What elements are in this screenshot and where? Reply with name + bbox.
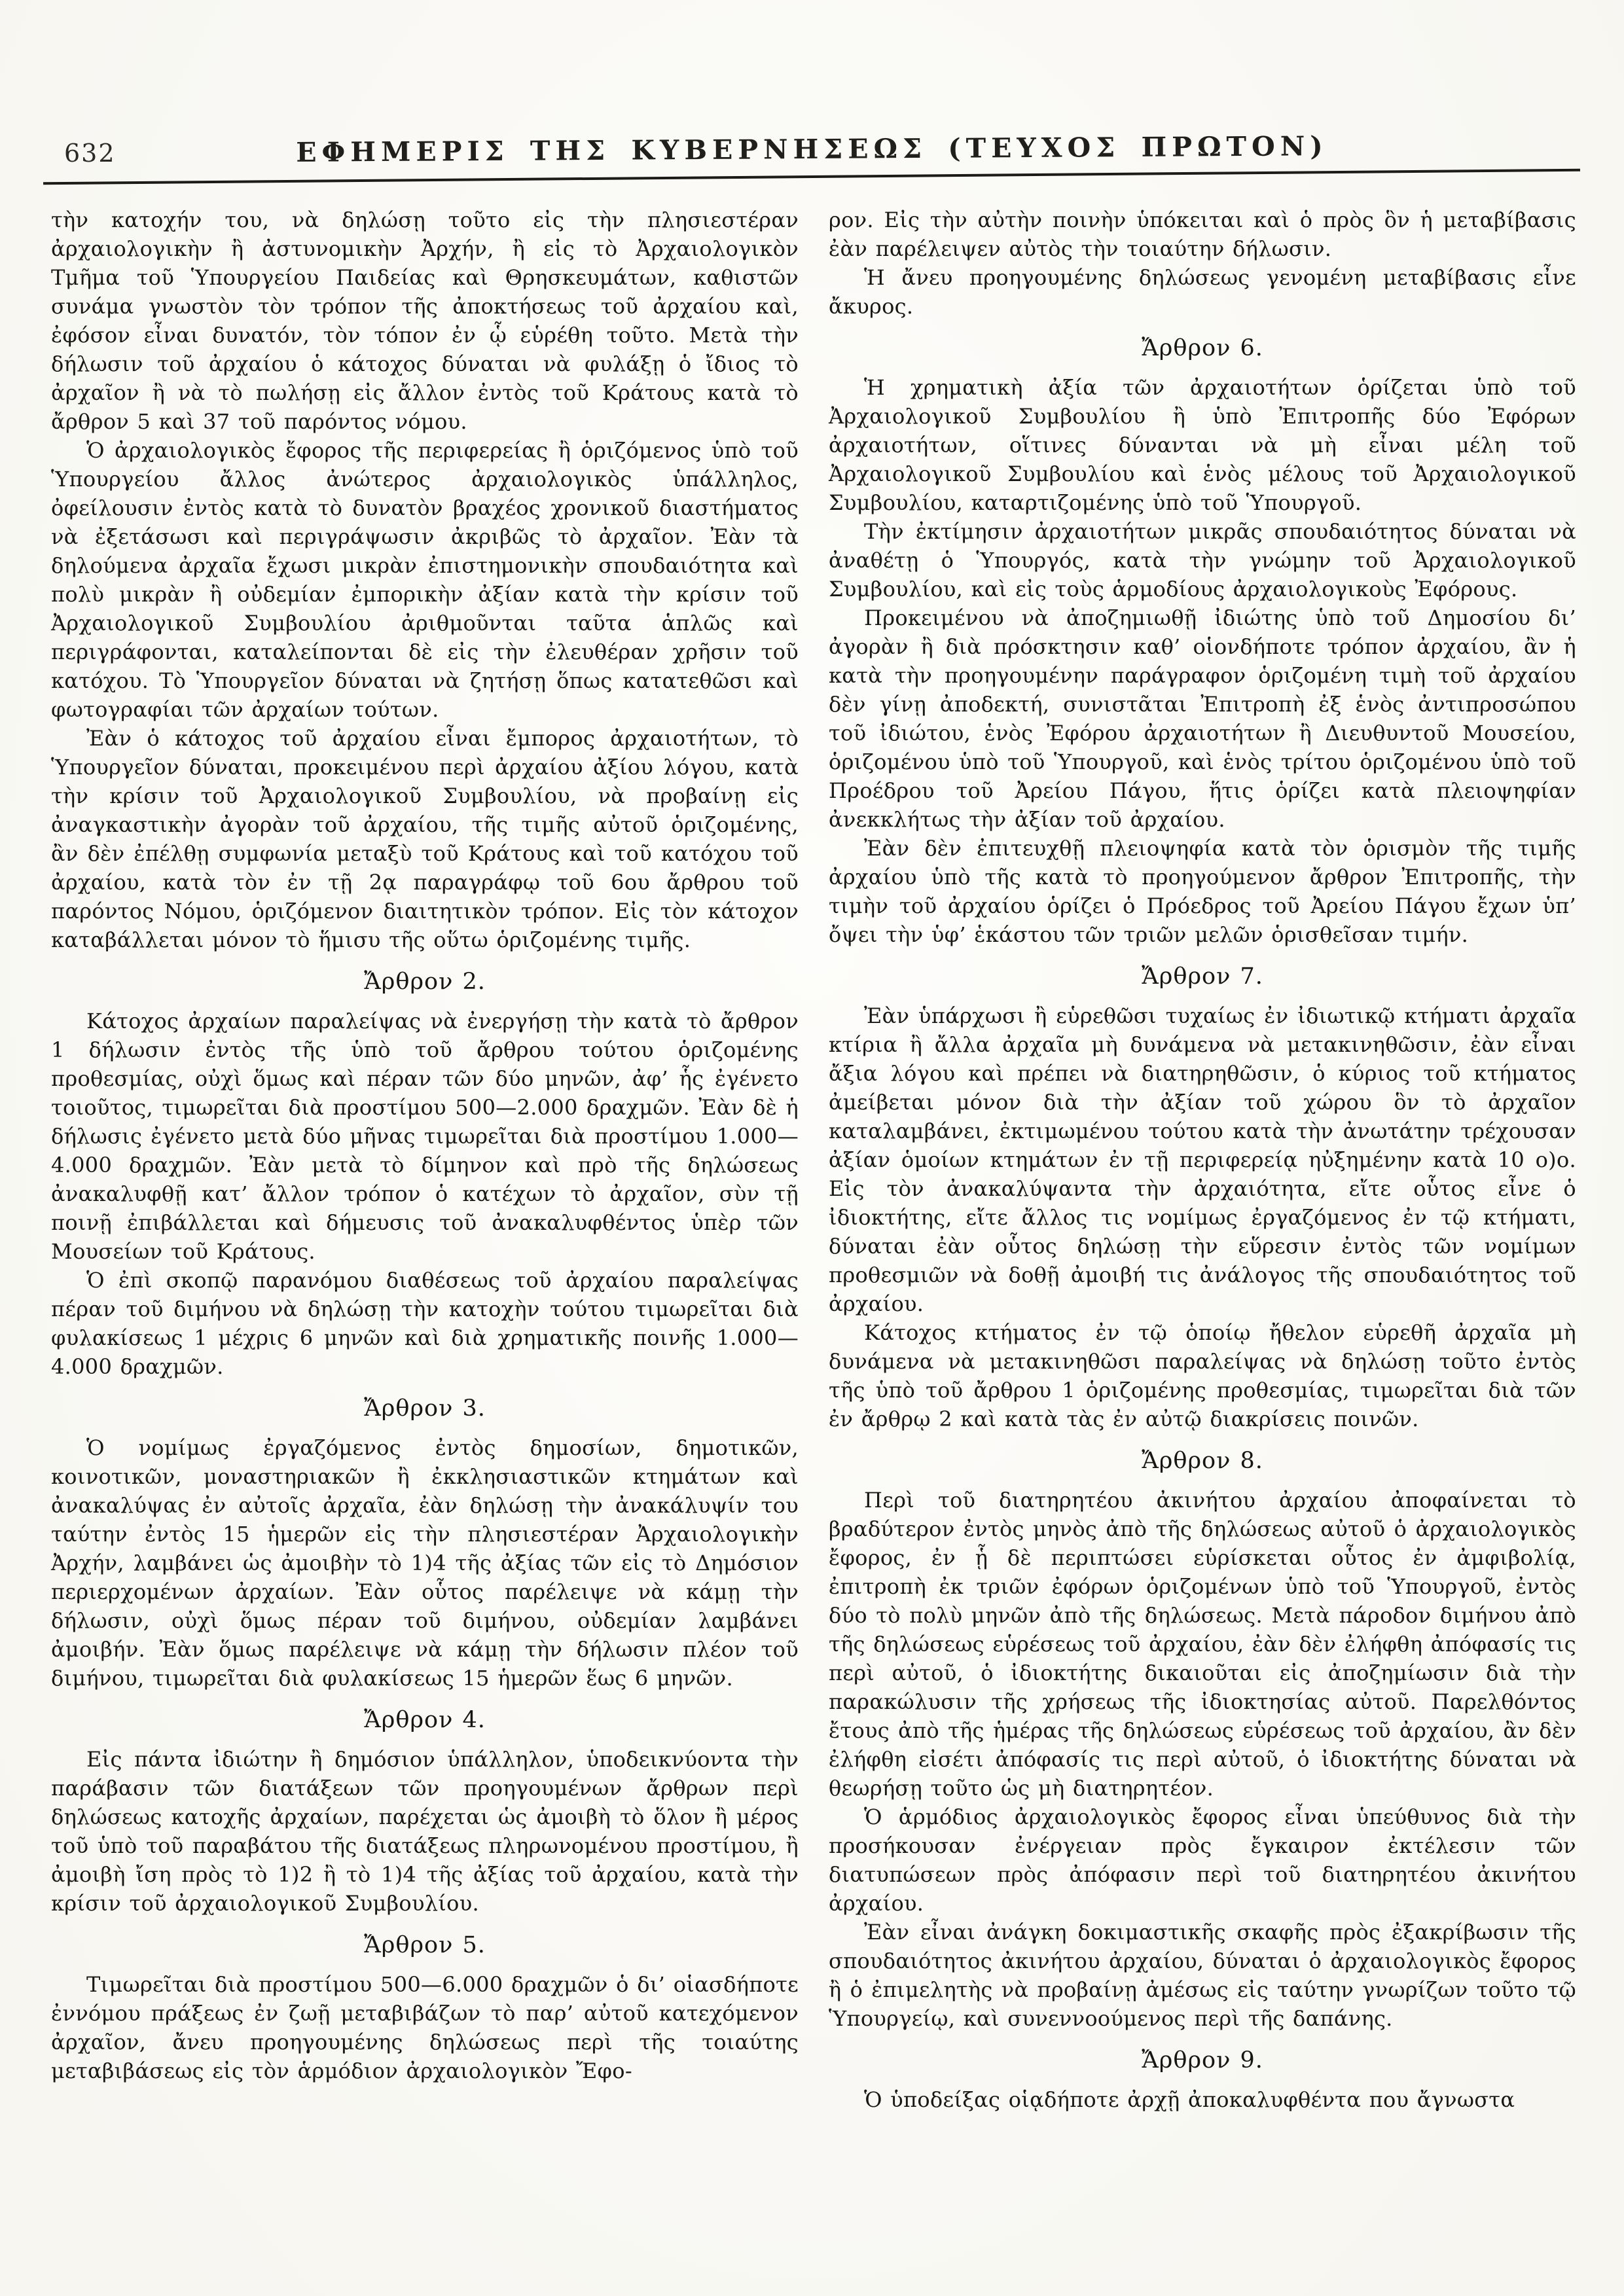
article-heading: Ἄρθρον 6. bbox=[1142, 335, 1263, 361]
article-heading: Ἄρθρον 5. bbox=[364, 1932, 486, 1958]
paragraph: Περὶ τοῦ διατηρητέου ἀκινήτου ἀρχαίου ἀποφαίνεται τὸ βραδύτερον ἐντὸς μηνὸς ἀπὸ τῆς δηλώσεως αὐτοῦ ὁ ἀρχαιολογικὸς ἔφορος, ἐν ᾗ δὲ περιπτώσει εὑρίσκεται οὗτος ἐν ἀμφιβολίᾳ, ἐπιτροπὴ ἐκ τριῶν ἐφόρων ὁριζομένων ὑπὸ τοῦ Ὑπουργοῦ, ἐντὸς δύο τὸ πολὺ μηνῶν ἀπὸ τῆς δηλώσεως. Μετὰ πάροδον διμήνου ἀπὸ τῆς δηλώσεως εὑρέσεως τοῦ ἀρχαίου, ἐὰν δὲν ἐλήφθη ἀπόφασίς τις περὶ αὐτοῦ, ὁ ἰδιοκτήτης δικαιοῦται εἰς ἀποζημίωσιν διὰ τὴν παρακώλυσιν τῆς χρήσεως τῆς ἰδιοκτησίας αὐτοῦ. Παρελθόντος ἔτους ἀπὸ τῆς ἡμέρας τῆς δηλώσεως εὑρέσεως τοῦ ἀρχαίου, ἂν δὲν ἐλήφθη εἰσέτι ἀπόφασίς τις περὶ αὐτοῦ, ὁ ἰδιοκτήτης δύναται νὰ θεωρήσῃ τοῦτο ὡς μὴ διατηρητέον. bbox=[829, 1488, 1576, 1801]
paragraph: Προκειμένου νὰ ἀποζημιωθῇ ἰδιώτης ὑπὸ τοῦ Δημοσίου δι’ ἀγορὰν ἢ διὰ πρόσκτησιν καθ’ οἱονδήποτε τρόπον ἀρχαίου, ἂν ἡ κατὰ τὴν προηγουμένην παράγραφον ὁριζομένη τιμὴ τοῦ ἀρχαίου δὲν γίνῃ ἀποδεκτή, συνιστᾶται Ἐπιτροπὴ ἐξ ἑνὸς ἀντιπροσώπου τοῦ ἰδιώτου, ἑνὸς Ἐφόρου ἀρχαιοτήτων ἢ Διευθυντοῦ Μουσείου, ὁριζομένου ὑπὸ τοῦ Ὑπουργοῦ, καὶ ἑνὸς τρίτου ὁριζομένου ὑπὸ τοῦ Προέδρου τοῦ Ἀρείου Πάγου, ἥτις ὁρίζει κατὰ πλειοψηφίαν ἀνεκκλήτως τὴν ἀξίαν τοῦ ἀρχαίου. bbox=[829, 605, 1576, 832]
paragraph: Κάτοχος ἀρχαίων παραλείψας νὰ ἐνεργήσῃ τὴν κατὰ τὸ ἄρθρον 1 δήλωσιν ἐντὸς τῆς ὑπὸ τοῦ ἄρθρου τούτου ὁριζομένης προθεσμίας, οὐχὶ ὅμως καὶ πέραν τῶν δύο μηνῶν, ἀφ’ ἧς ἐγένετο τοιοῦτος, τιμωρεῖται διὰ προστίμου 500—2.000 δραχμῶν. Ἐὰν δὲ ἡ δήλωσις ἐγένετο μετὰ δύο μῆνας τιμωρεῖται διὰ προστίμου 1.000—4.000 δραχμῶν. Ἐὰν μετὰ τὸ δίμηνον καὶ πρὸ τῆς δηλώσεως ἀνακαλυφθῇ κατ’ ἄλλον τρόπον ὁ κατέχων τὸ ἀρχαῖον, σὺν τῇ ποινῇ ἐπιβάλλεται καὶ δήμευσις τοῦ ἀνακαλυφθέντος ὑπὲρ τῶν Μουσείων τοῦ Κράτους. bbox=[51, 1009, 799, 1264]
header-divider bbox=[43, 169, 1580, 185]
article-heading: Ἄρθρον 9. bbox=[1142, 2047, 1263, 2073]
paragraph: Κάτοχος κτήματος ἐν τῷ ὁποίῳ ἤθελον εὑρεθῆ ἀρχαῖα μὴ δυνάμενα νὰ μετακινηθῶσι παραλείψας νὰ δηλώσῃ τοῦτο ἐντὸς τῆς ὑπὸ τοῦ ἄρθρου 1 ὁριζομένης προθεσμίας, τιμωρεῖται διὰ τῶν ἐν ἄρθρῳ 2 καὶ κατὰ τὰς ἐν αὐτῷ διακρίσεις ποινῶν. bbox=[829, 1320, 1576, 1431]
paragraph: τὴν κατοχήν του, νὰ δηλώσῃ τοῦτο εἰς τὴν πλησιεστέραν ἀρχαιολογικὴν ἢ ἀστυνομικὴν Ἀρχήν, ἢ εἰς τὸ Ἀρχαιολογικὸν Τμῆμα τοῦ Ὑπουργείου Παιδείας καὶ Θρησκευμάτων, καθιστῶν συνάμα γνωστὸν τὸν τρόπον τῆς ἀποκτήσεως τοῦ ἀρχαίου καὶ, ἐφόσον εἶναι δυνατόν, τὸν τόπον ἐν ᾧ εὑρέθη τοῦτο. Μετὰ τὴν δήλωσιν τοῦ ἀρχαίου ὁ κάτοχος δύναται νὰ φυλάξῃ ὁ ἴδιος τὸ ἀρχαῖον ἢ νὰ τὸ πωλήσῃ εἰς ἄλλον ἐντὸς τοῦ Κράτους κατὰ τὸ ἄρθρον 5 καὶ 37 τοῦ παρόντος νόμου. bbox=[51, 207, 799, 434]
article-heading: Ἄρθρον 7. bbox=[1142, 963, 1263, 990]
paragraph: Ὁ ἐπὶ σκοπῷ παρανόμου διαθέσεως τοῦ ἀρχαίου παραλείψας πέραν τοῦ διμήνου νὰ δηλώσῃ τὴν κατοχὴν τούτου τιμωρεῖται διὰ φυλακίσεως 1 μέχρις 6 μηνῶν καὶ διὰ χρηματικῆς ποινῆς 1.000—4.000 δραχμῶν. bbox=[51, 1268, 799, 1379]
text-columns bbox=[51, 206, 1576, 2114]
paragraph: Ἡ ἄνευ προηγουμένης δηλώσεως γενομένη μεταβίβασις εἶνε ἄκυρος. bbox=[829, 265, 1576, 319]
paragraph: Ὁ ὑποδείξας οἱᾳδήποτε ἀρχῇ ἀποκαλυφθέντα που ἄγνωστα bbox=[864, 2087, 1515, 2112]
article-heading: Ἄρθρον 4. bbox=[364, 1707, 486, 1733]
left-column bbox=[51, 206, 799, 2114]
article-heading: Ἄρθρον 8. bbox=[1142, 1448, 1263, 1474]
paragraph: Ἐὰν ὁ κάτοχος τοῦ ἀρχαίου εἶναι ἔμπορος ἀρχαιοτήτων, τὸ Ὑπουργεῖον δύναται, προκειμένου περὶ ἀρχαίου ἀξίου λόγου, κατὰ τὴν κρίσιν τοῦ Ἀρχαιολογικοῦ Συμβουλίου, νὰ προβαίνῃ εἰς ἀναγκαστικὴν ἀγορὰν τοῦ ἀρχαίου, τῆς τιμῆς αὐτοῦ ὁριζομένης, ἂν δὲν ἐπέλθῃ συμφωνία μεταξὺ τοῦ Κράτους καὶ τοῦ κατόχου τοῦ ἀρχαίου, κατὰ τὸν ἐν τῇ 2ᾳ παραγράφῳ τοῦ 6ου ἄρθρου τοῦ παρόντος Νόμου, ὁριζόμενον διαιτητικὸν τρόπον. Εἰς τὸν κάτοχον καταβάλλεται μόνον τὸ ἥμισυ τῆς οὕτω ὁριζομένης τιμῆς. bbox=[51, 726, 799, 952]
paragraph: Ὁ ἀρχαιολογικὸς ἔφορος τῆς περιφερείας ἢ ὁριζόμενος ὑπὸ τοῦ Ὑπουργείου ἄλλος ἀνώτερος ἀρχαιολογικὸς ὑπάλληλος, ὀφείλουσιν ἐντὸς κατὰ τὸ δυνατὸν βραχέος χρονικοῦ διαστήματος νὰ ἐξετάσωσι καὶ περιγράψωσιν ἀκριβῶς τὸ ἀρχαῖον. Ἐὰν τὰ δηλούμενα ἀρχαῖα ἔχωσι μικρὰν ἐπιστημονικὴν σπουδαιότητα καὶ πολὺ μικρὰν ἢ οὐδεμίαν ἐμπορικὴν ἀξίαν κατὰ τὴν κρίσιν τοῦ Ἀρχαιολογικοῦ Συμβουλίου ἀριθμοῦνται ταῦτα ἁπλῶς καὶ περιγράφονται, καταλείπονται δὲ εἰς τὴν ἐλευθέραν χρῆσιν τοῦ κατόχου. Τὸ Ὑπουργεῖον δύναται νὰ ζητήσῃ ὅπως κατατεθῶσι καὶ φωτογραφίαι τῶν ἀρχαίων τούτων. bbox=[51, 438, 799, 722]
article-heading: Ἄρθρον 3. bbox=[364, 1395, 486, 1422]
paragraph: Ἐὰν δὲν ἐπιτευχθῇ πλειοψηφία κατὰ τὸν ὁρισμὸν τῆς τιμῆς ἀρχαίου ὑπὸ τῆς κατὰ τὸ προηγούμενον ἄρθρον Ἐπιτροπῆς, τὴν τιμὴν τοῦ ἀρχαίου ὁρίζει ὁ Πρόεδρος τοῦ Ἀρείου Πάγου ἔχων ὑπ’ ὄψει τὴν ὑφ’ ἑκάστου τῶν τριῶν μελῶν ὁρισθεῖσαν τιμήν. bbox=[829, 836, 1576, 947]
page-title: ΕΦΗΜΕΡΙΣ ΤΗΣ ΚΥΒΕΡΝΗΣΕΩΣ (ΤΕΥΧΟΣ ΠΡΩΤΟΝ) bbox=[296, 130, 1328, 168]
paragraph: Ἡ χρηματικὴ ἀξία τῶν ἀρχαιοτήτων ὁρίζεται ὑπὸ τοῦ Ἀρχαιολογικοῦ Συμβουλίου ἢ ὑπὸ Ἐπιτροπῆς δύο Ἐφόρων ἀρχαιοτήτων, οἵτινες δύνανται νὰ μὴ εἶναι μέλη τοῦ Ἀρχαιολογικοῦ Συμβουλίου καὶ ἑνὸς μέλους τοῦ Ἀρχαιολογικοῦ Συμβουλίου, καταρτιζομένης ὑπὸ τοῦ Ὑπουργοῦ. bbox=[829, 375, 1576, 515]
paragraph: Ὁ νομίμως ἐργαζόμενος ἐντὸς δημοσίων, δημοτικῶν, κοινοτικῶν, μοναστηριακῶν ἢ ἐκκλησιαστικῶν κτημάτων καὶ ἀνακαλύψας ἐν αὐτοῖς ἀρχαῖα, ἐὰν δηλώσῃ τὴν ἀνακάλυψίν του ταύτην ἐντὸς 15 ἡμερῶν εἰς τὴν πλησιεστέραν Ἀρχαιολογικὴν Ἀρχήν, λαμβάνει ὡς ἀμοιβὴν τὸ 1)4 τῆς ἀξίας τῶν εἰς τὸ Δημόσιον περιερχομένων ἀρχαίων. Ἐὰν οὗτος παρέλειψε νὰ κάμῃ τὴν δήλωσιν, οὐχὶ ὅμως πέραν τοῦ διμήνου, οὐδεμίαν λαμβάνει ἀμοιβήν. Ἐὰν ὅμως παρέλειψε νὰ κάμῃ τὴν δήλωσιν πλέον τοῦ διμήνου, τιμωρεῖται διὰ φυλακίσεως 15 ἡμερῶν ἕως 6 μηνῶν. bbox=[51, 1435, 799, 1691]
paragraph: Τὴν ἐκτίμησιν ἀρχαιοτήτων μικρᾶς σπουδαιότητος δύναται νὰ ἀναθέτῃ ὁ Ὑπουργός, κατὰ τὴν γνώμην τοῦ Ἀρχαιολογικοῦ Συμβουλίου, καὶ εἰς τοὺς ἁρμοδίους ἀρχαιολογικοὺς Ἐφόρους. bbox=[829, 519, 1576, 601]
paragraph: Ὁ ἁρμόδιος ἀρχαιολογικὸς ἔφορος εἶναι ὑπεύθυνος διὰ τὴν προσήκουσαν ἐνέργειαν πρὸς ἔγκαιρον ἐκτέλεσιν τῶν διατυπώσεων πρὸς ἀπόφασιν περὶ τοῦ διατηρητέου ἀκινήτου ἀρχαίου. bbox=[829, 1804, 1576, 1916]
article-heading: Ἄρθρον 2. bbox=[364, 969, 486, 995]
paragraph: Ἐὰν ὑπάρχωσι ἢ εὑρεθῶσι τυχαίως ἐν ἰδιωτικῷ κτήματι ἀρχαῖα κτίρια ἢ ἄλλα ἀρχαῖα μὴ δυνάμενα νὰ μετακινηθῶσιν, ἐὰν εἶναι ἄξια λόγου καὶ πρέπει νὰ διατηρηθῶσιν, ὁ κύριος τοῦ κτήματος ἀμείβεται μόνον διὰ τὴν ἀξίαν τοῦ χώρου ὃν τὸ ἀρχαῖον καταλαμβάνει, ἐκτιμωμένου τούτου κατὰ τὴν ἀνωτάτην τρέχουσαν ἀξίαν ὁμοίων κτημάτων ἐν τῇ περιφερείᾳ ηὐξημένην κατὰ 10 ο)ο. Εἰς τὸν ἀνακαλύψαντα τὴν ἀρχαιότητα, εἴτε οὗτος εἶνε ὁ ἰδιοκτήτης, εἴτε ἄλλος τις νομίμως ἐργαζόμενος ἐν τῷ κτήματι, δύναται ἐὰν οὗτος δηλώσῃ τὴν εὕρεσιν ἐντὸς τῶν νομίμων προθεσμιῶν νὰ δοθῇ ἀμοιβή τις ἀνάλογος τῆς σπουδαιότητος τοῦ ἀρχαίου. bbox=[829, 1003, 1576, 1316]
page-number: 632 bbox=[64, 139, 116, 168]
paragraph: Ἐὰν εἶναι ἀνάγκη δοκιμαστικῆς σκαφῆς πρὸς ἐξακρίβωσιν τῆς σπουδαιότητος ἀκινήτου ἀρχαίου, δύναται ὁ ἀρχαιολογικὸς ἔφορος ἢ ὁ ἐπιμελητὴς νὰ προβαίνῃ ἀμέσως εἰς ταύτην γνωρίζων τοῦτο τῷ Ὑπουργείῳ, καὶ συνεννοούμενος περὶ τῆς δαπάνης. bbox=[829, 1920, 1576, 2031]
paragraph: Τιμωρεῖται διὰ προστίμου 500—6.000 δραχμῶν ὁ δι’ οἱασδήποτε ἐννόμου πράξεως ἐν ζωῇ μεταβιβάζων τὸ παρ’ αὐτοῦ κατεχόμενον ἀρχαῖον, ἄνευ προηγουμένης δηλώσεως περὶ τῆς τοιαύτης μεταβιβάσεως εἰς τὸν ἁρμόδιον ἀρχαιολογικὸν Ἔφο- bbox=[51, 1972, 799, 2083]
right-column bbox=[829, 206, 1576, 2114]
paragraph: Εἰς πάντα ἰδιώτην ἢ δημόσιον ὑπάλληλον, ὑποδεικνύοντα τὴν παράβασιν τῶν διατάξεων τῶν προηγουμένων ἄρθρων περὶ δηλώσεως κατοχῆς ἀρχαίων, παρέχεται ὡς ἀμοιβὴ τὸ ὅλον ἢ μέρος τοῦ ὑπὸ τοῦ παραβάτου τῆς διατάξεως πληρωνομένου προστίμου, ἢ ἀμοιβὴ ἴση πρὸς τὸ 1)2 ἢ τὸ 1)4 τῆς ἀξίας τοῦ ἀρχαίου, κατὰ τὴν κρίσιν τοῦ ἀρχαιολογικοῦ Συμβουλίου. bbox=[51, 1747, 799, 1916]
paragraph: ρον. Εἰς τὴν αὐτὴν ποινὴν ὑπόκειται καὶ ὁ πρὸς ὃν ἡ μεταβίβασις ἐὰν παρέλειψεν αὐτὸς τὴν τοιαύτην δήλωσιν. bbox=[829, 207, 1576, 261]
